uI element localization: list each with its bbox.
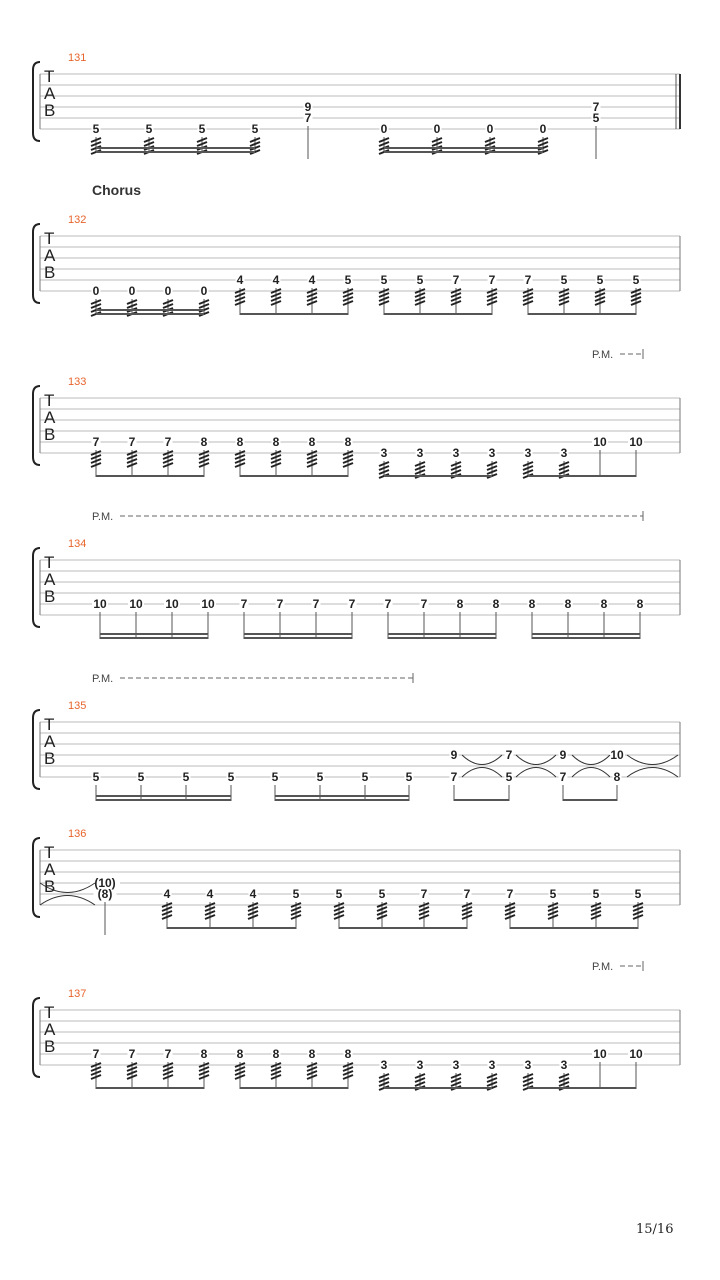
page-number: 15/16 — [636, 1222, 674, 1237]
slide-curve — [40, 896, 95, 906]
measure-number: 133 — [68, 376, 87, 388]
staff-system — [33, 673, 680, 801]
slide-curve — [627, 755, 678, 765]
fret-number: 8 — [272, 1047, 280, 1061]
fret-number: 7 — [164, 435, 172, 449]
fret-number: 7 — [420, 597, 428, 611]
tab-clef-letter: A — [44, 570, 56, 589]
fret-number: 8 — [636, 597, 644, 611]
fret-number: 8 — [613, 770, 621, 784]
fret-number: 10 — [629, 435, 643, 449]
note-beam — [528, 313, 636, 315]
note-beam — [96, 151, 255, 153]
tab-clef-letter: B — [44, 877, 56, 896]
note-beam — [339, 927, 467, 929]
fret-number: 5 — [405, 770, 413, 784]
note-beam — [563, 799, 617, 801]
fret-number: 9 — [304, 100, 312, 114]
note-beam — [96, 1087, 204, 1089]
fret-number: 4 — [308, 273, 316, 287]
fret-number: 4 — [163, 887, 171, 901]
fret-number: 5 — [592, 111, 600, 125]
fret-number: 8 — [200, 1047, 208, 1061]
slide-curve — [572, 768, 610, 778]
slide-curve — [462, 768, 502, 778]
note-beam — [100, 637, 208, 639]
fret-number: 5 — [380, 273, 388, 287]
tab-clef-letter: A — [44, 732, 56, 751]
fret-number: 3 — [416, 1058, 424, 1072]
slide-curve — [627, 768, 678, 778]
fret-number: 7 — [450, 770, 458, 784]
fret-number: 4 — [249, 887, 257, 901]
fret-number: 5 — [227, 770, 235, 784]
fret-number: 9 — [450, 748, 458, 762]
tab-clef-letter: B — [44, 101, 56, 120]
fret-number: 7 — [92, 1047, 100, 1061]
fret-number: 0 — [380, 122, 388, 136]
tab-clef-letter: A — [44, 860, 56, 879]
note-beam — [454, 799, 509, 801]
fret-number: 4 — [206, 887, 214, 901]
fret-number: 5 — [92, 122, 100, 136]
fret-number: 7 — [384, 597, 392, 611]
fret-number: 8 — [344, 1047, 352, 1061]
measure-number: 137 — [68, 988, 87, 1000]
note-beam — [275, 799, 409, 801]
measure-number: 131 — [68, 52, 87, 64]
tab-clef-letter: A — [44, 408, 56, 427]
fret-number: 5 — [361, 770, 369, 784]
system-bracket — [33, 998, 40, 1077]
fret-number: 3 — [488, 446, 496, 460]
note-beam — [384, 475, 492, 477]
fret-number: 5 — [632, 273, 640, 287]
fret-number: 10 — [129, 597, 143, 611]
fret-number: 0 — [128, 284, 136, 298]
fret-number: 8 — [600, 597, 608, 611]
fret-number: 10 — [593, 435, 607, 449]
fret-number: 7 — [240, 597, 248, 611]
staff-system — [33, 224, 680, 316]
system-bracket — [33, 838, 40, 917]
fret-number: 3 — [452, 446, 460, 460]
fret-number: 10 — [593, 1047, 607, 1061]
tab-clef-letter: T — [44, 1003, 55, 1022]
note-beam — [528, 1087, 636, 1089]
note-beam — [96, 799, 231, 801]
fret-number: 4 — [236, 273, 244, 287]
slide-curve — [516, 768, 556, 778]
measure-number: 136 — [68, 828, 87, 840]
palm-mute-label: P.M. — [92, 511, 114, 523]
note-beam — [528, 475, 636, 477]
system-bracket — [33, 62, 40, 141]
tab-clef-letter: A — [44, 84, 56, 103]
fret-number: 8 — [564, 597, 572, 611]
fret-number: 7 — [505, 748, 513, 762]
system-bracket — [33, 224, 40, 303]
tab-clef-letter: B — [44, 1037, 56, 1056]
fret-number: 5 — [335, 887, 343, 901]
fret-number: 5 — [271, 770, 279, 784]
note-beam — [244, 637, 352, 639]
fret-number: 7 — [452, 273, 460, 287]
fret-number: 7 — [128, 435, 136, 449]
system-bracket — [33, 548, 40, 627]
fret-number: 8 — [272, 435, 280, 449]
fret-number: 7 — [559, 770, 567, 784]
note-beam — [384, 1087, 492, 1089]
fret-number: 5 — [560, 273, 568, 287]
palm-mute-label: P.M. — [92, 673, 114, 685]
fret-number: 5 — [198, 122, 206, 136]
fret-number: 5 — [549, 887, 557, 901]
fret-number: 5 — [592, 887, 600, 901]
slide-curve — [462, 755, 502, 765]
note-beam — [532, 633, 640, 635]
fret-number: 7 — [592, 100, 600, 114]
tab-clef-letter: T — [44, 715, 55, 734]
fret-number: 5 — [292, 887, 300, 901]
fret-number: 10 — [93, 597, 107, 611]
fret-number: 10 — [610, 748, 624, 762]
fret-number: 7 — [488, 273, 496, 287]
fret-number: 7 — [463, 887, 471, 901]
fret-number: 5 — [634, 887, 642, 901]
fret-number: 10 — [629, 1047, 643, 1061]
fret-number: 9 — [559, 748, 567, 762]
fret-number: 4 — [272, 273, 280, 287]
fret-number: 7 — [312, 597, 320, 611]
fret-number: 3 — [488, 1058, 496, 1072]
palm-mute-label: P.M. — [592, 961, 614, 973]
measure-number: 132 — [68, 214, 87, 226]
palm-mute-label: P.M. — [592, 349, 614, 361]
fret-number: 5 — [251, 122, 259, 136]
fret-number: 7 — [92, 435, 100, 449]
fret-number: 8 — [200, 435, 208, 449]
fret-number: 5 — [137, 770, 145, 784]
fret-number: 5 — [316, 770, 324, 784]
system-bracket — [33, 710, 40, 789]
fret-number: 8 — [344, 435, 352, 449]
note-beam — [384, 151, 543, 153]
fret-number: 7 — [524, 273, 532, 287]
measure-number: 134 — [68, 538, 87, 550]
note-beam — [388, 633, 496, 635]
staff-system — [33, 349, 680, 478]
note-beam — [240, 1087, 348, 1089]
fret-number: 8 — [236, 435, 244, 449]
note-beam — [96, 475, 204, 477]
fret-number: 8 — [308, 435, 316, 449]
staff-system — [33, 511, 680, 639]
tab-clef-letter: A — [44, 246, 56, 265]
note-beam — [96, 147, 255, 149]
fret-number: (10) — [94, 876, 116, 890]
fret-number: 3 — [380, 446, 388, 460]
fret-number: 8 — [456, 597, 464, 611]
fret-number: 5 — [416, 273, 424, 287]
fret-number: 5 — [505, 770, 513, 784]
fret-number: 7 — [348, 597, 356, 611]
tab-clef-letter: A — [44, 1020, 56, 1039]
fret-number: 5 — [182, 770, 190, 784]
fret-number: 3 — [524, 446, 532, 460]
fret-number: 0 — [433, 122, 441, 136]
fret-number: 8 — [236, 1047, 244, 1061]
fret-number: 5 — [92, 770, 100, 784]
note-beam — [532, 637, 640, 639]
note-beam — [96, 309, 204, 311]
system-bracket — [33, 386, 40, 465]
note-beam — [275, 795, 409, 797]
note-beam — [96, 795, 231, 797]
tab-clef-letter: B — [44, 587, 56, 606]
fret-number: 0 — [92, 284, 100, 298]
staff-system — [33, 62, 680, 159]
fret-number: 8 — [492, 597, 500, 611]
tab-clef-letter: T — [44, 391, 55, 410]
fret-number: 7 — [506, 887, 514, 901]
fret-number: 3 — [416, 446, 424, 460]
staff-system — [33, 838, 680, 935]
slide-curve — [572, 755, 610, 765]
fret-number: 5 — [596, 273, 604, 287]
note-beam — [96, 313, 204, 315]
fret-number: 3 — [524, 1058, 532, 1072]
fret-number: 8 — [308, 1047, 316, 1061]
tab-clef-letter: T — [44, 553, 55, 572]
note-beam — [384, 147, 543, 149]
note-beam — [384, 313, 492, 315]
note-beam — [100, 633, 208, 635]
tab-clef-letter: B — [44, 425, 56, 444]
tab-clef-letter: T — [44, 843, 55, 862]
tab-clef-letter: B — [44, 263, 56, 282]
fret-number: 3 — [560, 1058, 568, 1072]
fret-number: 0 — [164, 284, 172, 298]
fret-number: 7 — [164, 1047, 172, 1061]
note-beam — [244, 633, 352, 635]
note-beam — [388, 637, 496, 639]
tab-clef-letter: B — [44, 749, 56, 768]
fret-number: 3 — [380, 1058, 388, 1072]
fret-number: 7 — [276, 597, 284, 611]
fret-number: 0 — [539, 122, 547, 136]
note-beam — [510, 927, 638, 929]
measure-number: 135 — [68, 700, 87, 712]
fret-number: 10 — [165, 597, 179, 611]
fret-number: (8) — [97, 887, 113, 901]
fret-number: 8 — [528, 597, 536, 611]
note-beam — [167, 927, 296, 929]
fret-number: 5 — [378, 887, 386, 901]
staff-system — [33, 961, 680, 1090]
fret-number: 0 — [200, 284, 208, 298]
fret-number: 7 — [128, 1047, 136, 1061]
tab-clef-letter: T — [44, 67, 55, 86]
section-label-chorus: Chorus — [92, 182, 141, 198]
fret-number: 3 — [560, 446, 568, 460]
tab-clef-letter: T — [44, 229, 55, 248]
fret-number: 7 — [420, 887, 428, 901]
note-beam — [240, 475, 348, 477]
fret-number: 7 — [304, 111, 312, 125]
slide-curve — [516, 755, 556, 765]
fret-number: 5 — [344, 273, 352, 287]
fret-number: 3 — [452, 1058, 460, 1072]
fret-number: 10 — [201, 597, 215, 611]
fret-number: 0 — [486, 122, 494, 136]
fret-number: 5 — [145, 122, 153, 136]
note-beam — [240, 313, 348, 315]
